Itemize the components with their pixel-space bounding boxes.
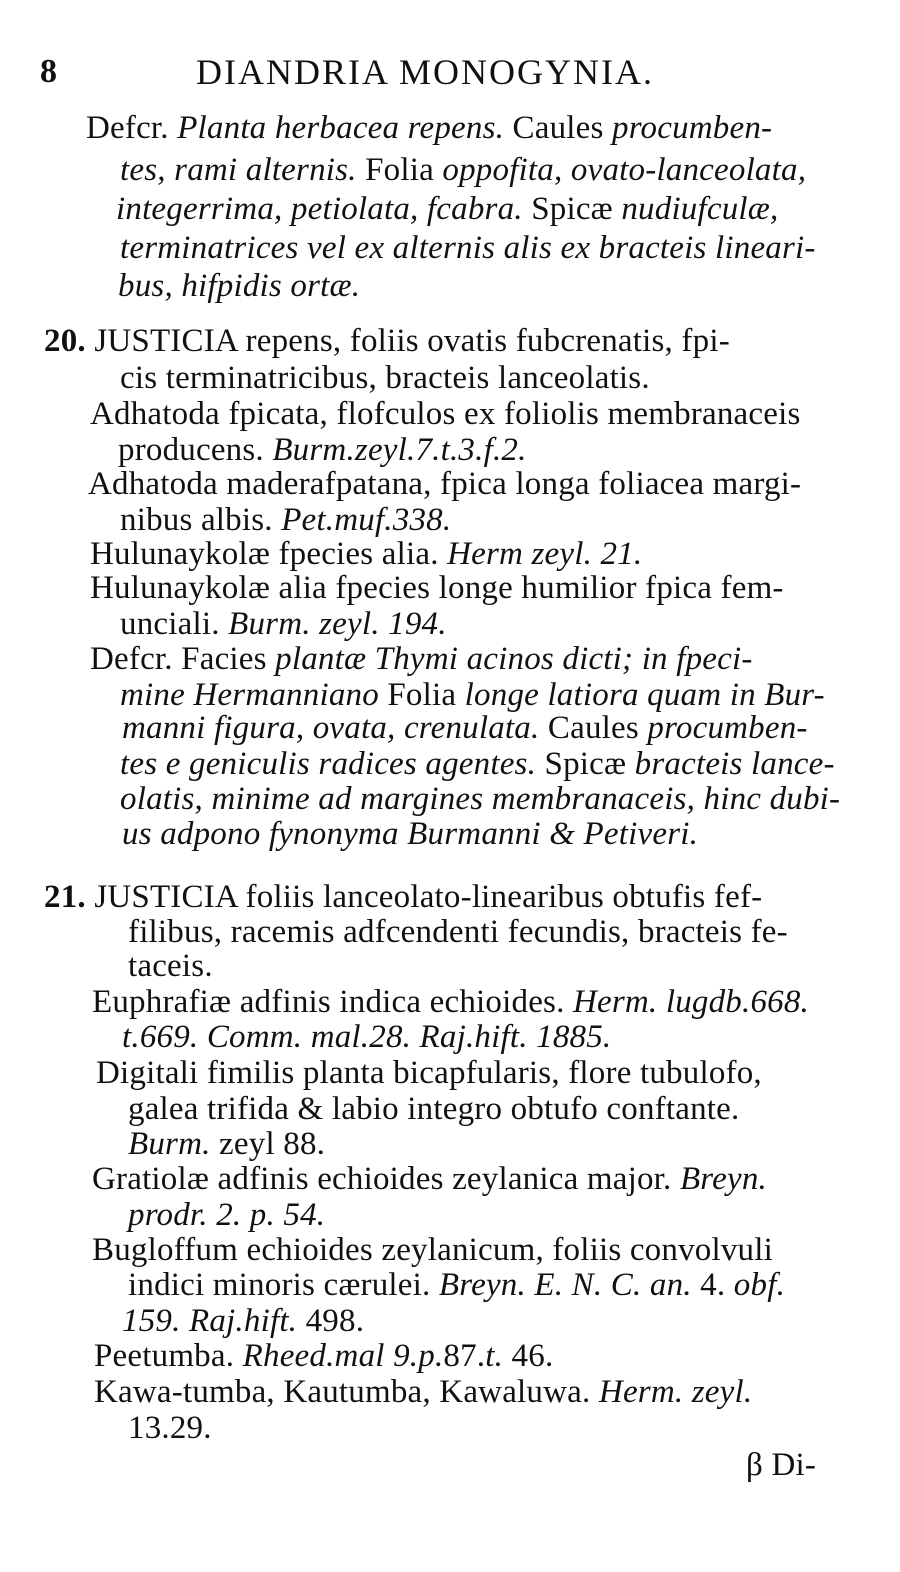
roman-text: Defcr. <box>86 110 178 146</box>
roman-text: Gratiolæ adfinis echioides zeylanica major. <box>92 1161 680 1197</box>
text-line <box>94 1372 752 1412</box>
roman-text: Adhatoda fpicata, flofculos ex foliolis membranaceis <box>90 396 801 432</box>
roman-text: Folia <box>378 677 465 713</box>
text-line <box>94 1336 553 1376</box>
italic-text: Herm zeyl. 21. <box>447 536 643 572</box>
roman-text: producens. <box>118 432 273 468</box>
text-line <box>92 1159 767 1199</box>
text-line <box>88 464 801 504</box>
text-line <box>92 1230 773 1270</box>
roman-text: 21. <box>44 879 95 915</box>
roman-text: Spicæ <box>522 191 622 227</box>
text-line <box>120 228 816 268</box>
text-line <box>90 568 784 608</box>
italic-text: t. <box>485 1338 504 1374</box>
roman-text: Peetumba. <box>94 1338 243 1374</box>
text-line <box>116 189 778 229</box>
italic-text: nudiufculæ, <box>621 191 779 227</box>
roman-text: 498. <box>297 1303 365 1339</box>
roman-text: Caules <box>504 110 612 146</box>
italic-text: terminatrices vel ex alternis alis ex bracteis lineari- <box>120 230 816 266</box>
italic-text: integerrima, petiolata, fcabra. <box>116 191 523 227</box>
text-line <box>120 150 806 190</box>
text-line <box>92 982 809 1022</box>
roman-text: Euphrafiæ adfinis indica echioides. <box>92 984 573 1020</box>
text-line <box>128 946 213 986</box>
italic-text: Breyn. <box>679 1161 767 1197</box>
text-line <box>90 394 801 434</box>
roman-text: 13.29. <box>128 1410 212 1446</box>
italic-text: procumben- <box>647 710 808 746</box>
text-line <box>120 744 835 784</box>
text-line <box>96 1053 762 1093</box>
roman-text: JUSTICIA repens, foliis ovatis fubcrenatis, fpi- <box>94 323 730 359</box>
text-line <box>128 1089 739 1129</box>
roman-text: unciali. <box>120 606 229 642</box>
italic-text: olatis, minime ad margines membranaceis, hinc dubi- <box>120 781 841 817</box>
roman-text: Spicæ <box>536 746 635 782</box>
italic-text: prodr. 2. p. 54. <box>128 1197 326 1233</box>
roman-text: nibus albis. <box>120 502 282 538</box>
roman-text: Hulunaykolæ fpecies alia. <box>90 536 448 572</box>
text-line <box>128 1195 325 1235</box>
italic-text: oppofita, ovato-lanceolata, <box>442 152 807 188</box>
roman-text: taceis. <box>128 948 213 984</box>
italic-text: manni figura, ovata, crenulata. <box>122 710 540 746</box>
text-line <box>120 779 840 819</box>
italic-text: Burm.zeyl.7.t.3.f.2. <box>272 432 527 468</box>
italic-text: Rheed.mal 9.p. <box>242 1338 444 1374</box>
roman-text: Adhatoda maderafpatana, fpica longa foliacea margi- <box>88 466 802 502</box>
roman-text: Folia <box>356 152 443 188</box>
italic-text: 159. Raj.hift. <box>122 1303 298 1339</box>
roman-text: Defcr. Facies <box>90 641 276 677</box>
text-line <box>90 639 753 679</box>
italic-text: Burm. zeyl. 194. <box>228 606 447 642</box>
text-line <box>118 266 360 306</box>
italic-text: tes e geniculis radices agentes. <box>120 746 537 782</box>
italic-text: Herm. zeyl. <box>598 1374 753 1410</box>
italic-text: Breyn. E. N. C. an. <box>438 1267 692 1303</box>
roman-text: filibus, racemis adfcendenti fecundis, bracteis fe- <box>128 914 788 950</box>
text-line <box>120 358 650 398</box>
italic-text: procumben- <box>612 110 773 146</box>
roman-text: Digitali fimilis planta bicapfularis, flore tubulofo, <box>96 1055 762 1091</box>
italic-text: longe latiora quam in Bur- <box>464 677 825 713</box>
text-line <box>128 1408 212 1448</box>
italic-text: obf. <box>733 1267 786 1303</box>
roman-text: JUSTICIA foliis lanceolato-linearibus obtufis fef- <box>94 879 763 915</box>
roman-text: 4. <box>691 1267 734 1303</box>
text-line <box>44 877 762 917</box>
italic-text: Burm. <box>128 1126 211 1162</box>
italic-text: Planta herbacea repens. <box>177 110 505 146</box>
italic-text: tes, rami alternis. <box>120 152 357 188</box>
roman-text: Bugloffum echioides zeylanicum, foliis convolvuli <box>92 1232 773 1268</box>
roman-text: 87. <box>443 1338 486 1374</box>
roman-text: indici minoris cærulei. <box>128 1267 439 1303</box>
text-line <box>122 1301 364 1341</box>
text-line <box>122 1017 611 1057</box>
italic-text: mine Hermanniano <box>120 677 379 713</box>
roman-text: galea trifida & labio integro obtufo conftante. <box>128 1091 740 1127</box>
running-head: DIANDRIA MONOGYNIA. <box>196 52 654 92</box>
text-line <box>128 912 788 952</box>
italic-text: bracteis lance- <box>634 746 835 782</box>
roman-text: Hulunaykolæ alia fpecies longe humilior fpica fem- <box>90 570 784 606</box>
roman-text: cis terminatricibus, bracteis lanceolatis. <box>120 360 650 396</box>
italic-text: Pet.muf.338. <box>281 502 452 538</box>
roman-text: zeyl 88. <box>210 1126 326 1162</box>
italic-text: plantæ Thymi acinos dicti; in fpeci- <box>275 641 753 677</box>
italic-text: bus, hifpidis ortæ. <box>118 268 361 304</box>
text-line <box>128 1124 325 1164</box>
text-line <box>122 708 808 748</box>
italic-text: t.669. Comm. mal.28. Raj.hift. 1885. <box>122 1019 612 1055</box>
page-number: 8 <box>40 53 58 90</box>
italic-text: us adpono fynonyma Burmanni & Petiveri. <box>122 816 699 852</box>
roman-text: Kawa-tumba, Kautumba, Kawaluwa. <box>94 1374 599 1410</box>
italic-text: Herm. lugdb.668. <box>572 984 810 1020</box>
catchword: β Di- <box>746 1447 817 1483</box>
roman-text: 20. <box>44 323 95 359</box>
roman-text: 46. <box>503 1338 554 1374</box>
text-line <box>128 1265 785 1305</box>
text-line <box>86 108 772 148</box>
text-line <box>120 604 447 644</box>
roman-text: Caules <box>539 710 648 746</box>
text-line <box>44 321 730 361</box>
text-line <box>122 814 698 854</box>
